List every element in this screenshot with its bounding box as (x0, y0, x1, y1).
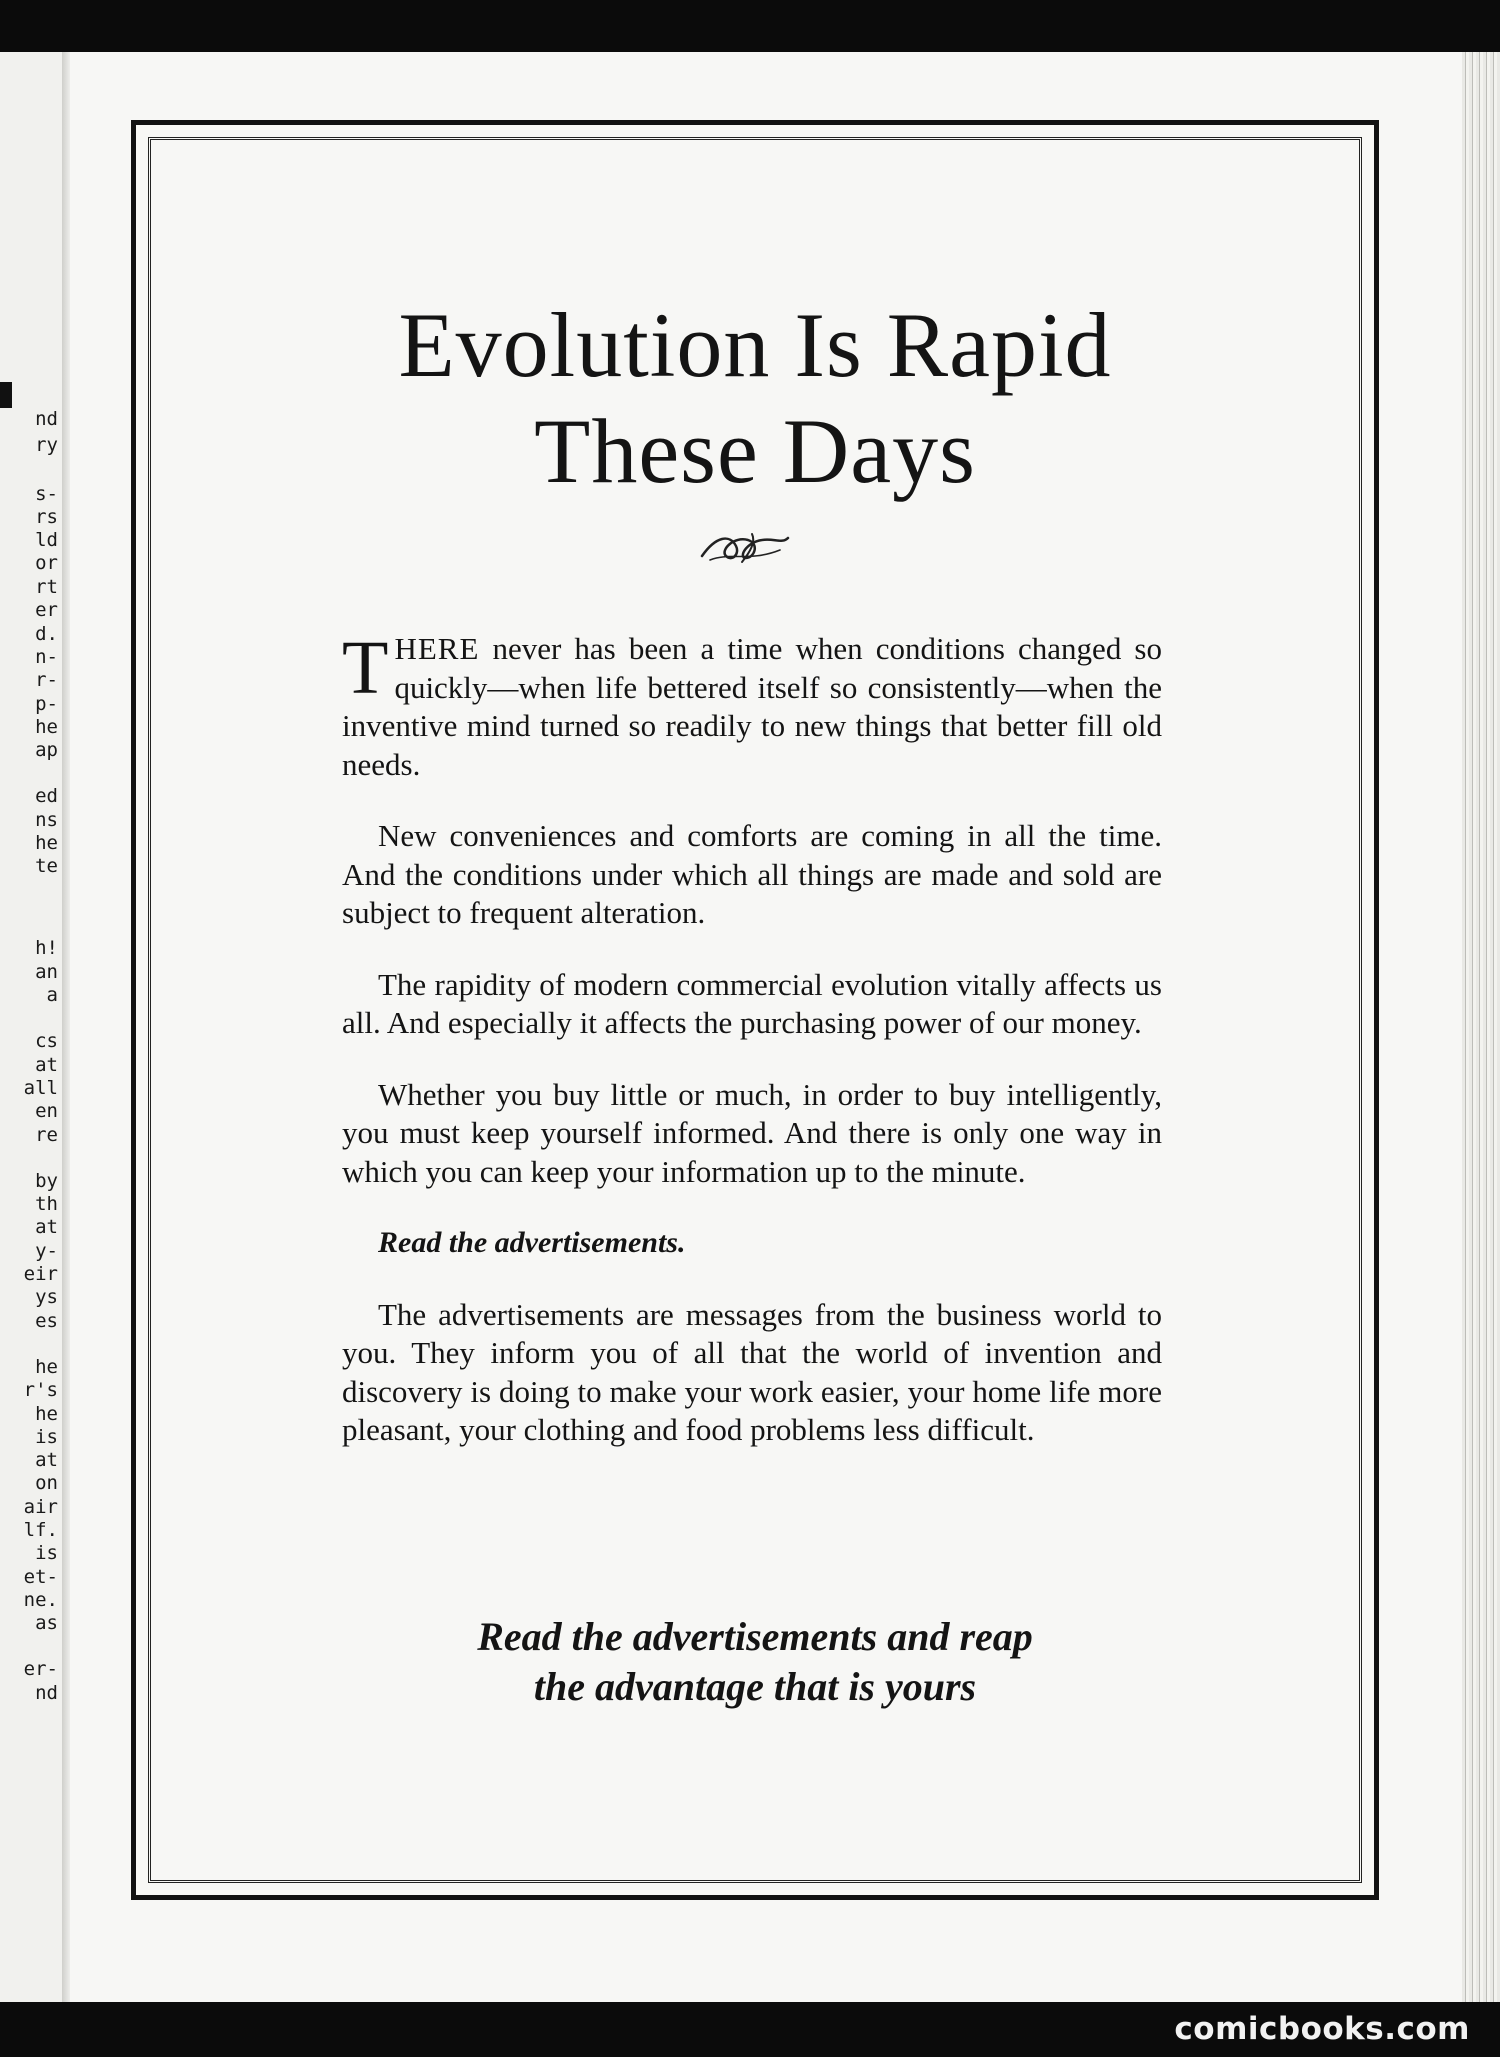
previous-page-fragment: y- (35, 1240, 58, 1262)
previous-page-fragment: by (35, 1170, 58, 1192)
previous-page-fragment: is (35, 1426, 58, 1448)
previous-page-fragment: ry (35, 434, 58, 456)
previous-page-fragment: he (35, 716, 58, 738)
paragraph-1 (342, 626, 1162, 784)
paragraph-1-text: never has been a time when conditions changed so quickly—when life bettered itself so consistently—when the inventive mind turned so readily to new things that better fill old needs. (342, 631, 1162, 782)
previous-page-fragment: ns (35, 809, 58, 831)
previous-page-fragment: ne. (23, 1589, 58, 1611)
page-edge (1462, 52, 1500, 2002)
previous-page-fragment: er- (23, 1658, 58, 1680)
previous-page-fragment: at (35, 1449, 58, 1471)
watermark: comicbooks.com (1174, 2011, 1470, 2047)
flourish-ornament-icon (690, 522, 800, 572)
ink-blot (0, 382, 12, 408)
read-advertisements-line: Read the advertisements. (378, 1226, 686, 1259)
previous-page-fragment: et- (23, 1566, 58, 1588)
previous-page-fragment: en (35, 1100, 58, 1122)
previous-page-fragment: rs (35, 506, 58, 528)
previous-page-fragment: cs (35, 1030, 58, 1052)
previous-page-fragment: re (35, 1124, 58, 1146)
previous-page-fragment: on (35, 1472, 58, 1494)
previous-page-fragment: rt (35, 576, 58, 598)
previous-page-fragment: is (35, 1542, 58, 1564)
article-body (342, 626, 1162, 1483)
article-title (180, 292, 1330, 504)
previous-page-strip (0, 52, 62, 2002)
previous-page-fragment: r's (23, 1379, 58, 1401)
previous-page-fragment: air (23, 1496, 58, 1518)
closing-line-2: the advantage that is yours (533, 1664, 977, 1709)
previous-page-fragment: eir (23, 1263, 58, 1285)
previous-page-fragment: or (35, 552, 58, 574)
previous-page-fragment: he (35, 832, 58, 854)
previous-page-fragment: r- (35, 669, 58, 691)
previous-page-fragment: an (35, 961, 58, 983)
previous-page-fragment: at (35, 1216, 58, 1238)
previous-page-fragment: nd (35, 408, 58, 430)
paragraph-5: The advertisements are messages from the business world to you. They inform you of all that the world of invention and discovery is doing to make your work easier, your home life more pleasant, your clothing and food problems less difficult. (342, 1296, 1162, 1447)
previous-page-fragment: es (35, 1310, 58, 1332)
title-line-2: These Days (534, 400, 976, 502)
previous-page-fragment: th (35, 1193, 58, 1215)
lead-word: HERE (394, 631, 480, 666)
title-line-1: Evolution Is Rapid (398, 294, 1112, 396)
previous-page-fragment: as (35, 1612, 58, 1634)
previous-page-fragment: he (35, 1403, 58, 1425)
previous-page-fragment: he (35, 1356, 58, 1378)
previous-page-fragment: n- (35, 646, 58, 668)
previous-page-fragment: ed (35, 785, 58, 807)
previous-page-fragment: ap (35, 739, 58, 761)
previous-page-fragment: at (35, 1054, 58, 1076)
closing-line-1: Read the advertisements and reap (477, 1614, 1033, 1659)
previous-page-fragment: lf. (23, 1519, 58, 1541)
drop-cap: T (342, 626, 389, 710)
previous-page-fragment: er (35, 599, 58, 621)
previous-page-fragment: s- (35, 483, 58, 505)
closing-slogan (180, 1612, 1330, 1712)
previous-page-fragment: p- (35, 693, 58, 715)
paragraph-2: New conveniences and comforts are coming in all the time. And the conditions under which all things are made and sold are subject to frequent alteration. (342, 818, 1162, 930)
previous-page-fragment: d. (35, 623, 58, 645)
paragraph-4: Whether you buy little or much, in order to buy intelligently, you must keep yourself informed. And there is only one way in which you can keep your information up to the minute. (342, 1076, 1162, 1189)
previous-page-fragment: all (23, 1077, 58, 1099)
previous-page-fragment: h! (35, 937, 58, 959)
paragraph-3: The rapidity of modern commercial evolution vitally affects us all. And especially it affects the purchasing power of our money. (342, 966, 1162, 1040)
previous-page-fragment: ld (35, 529, 58, 551)
previous-page-fragment: te (35, 855, 58, 877)
previous-page-fragment: ys (35, 1286, 58, 1308)
previous-page-fragment: a (46, 984, 58, 1006)
previous-page-fragment: nd (35, 1682, 58, 1704)
